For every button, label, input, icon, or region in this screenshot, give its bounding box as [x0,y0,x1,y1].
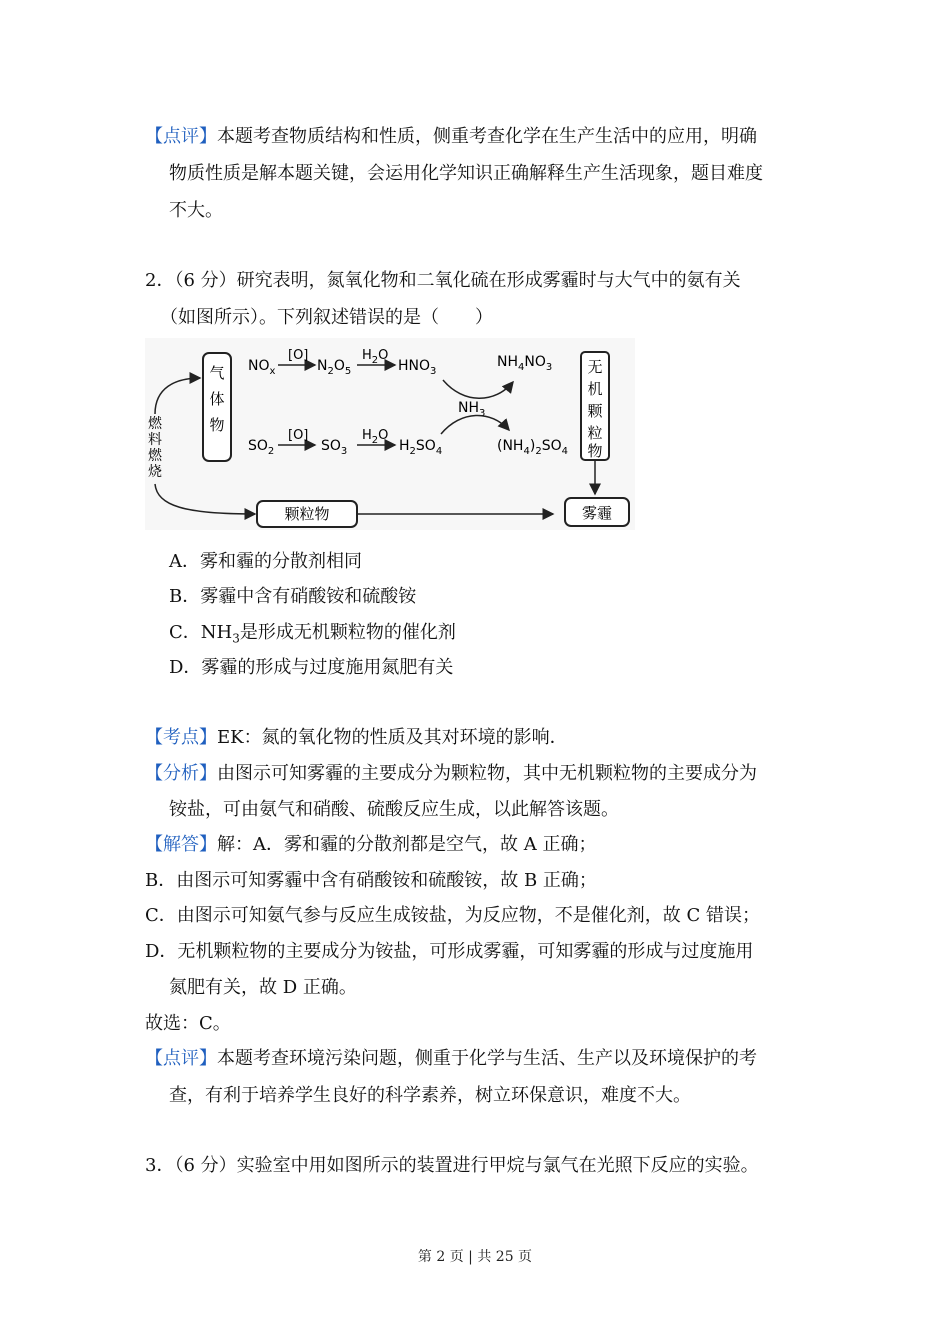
jieda-tag: 解答 [163,834,199,855]
fuel-label-3: 燃 [148,448,162,464]
jieda-line-1: 【解答】解：A．雾和霾的分散剂都是空气，故 A 正确； [145,834,597,855]
answer-line: 故选：C。 [145,1013,231,1034]
option-d: D．雾霾的形成与过度施用氮肥有关 [169,657,454,678]
row2-oxidant: [O] [288,428,309,443]
kaodian-tag: 考点 [163,727,199,748]
review-2-tag: 点评 [163,1048,199,1069]
so2-label: $SO_2$ [248,438,275,457]
gas-box-label-1: 气 [209,364,225,382]
review-1-line-3: 不大。 [169,200,223,221]
inorganic-label-3: 颗 [587,402,603,420]
fenxi-line-1: 【分析】由图示可知雾霾的主要成分为颗粒物，其中无机颗粒物的主要成分为 [145,763,757,784]
fenxi-line-2: 铵盐，可由氨气和硝酸、硫酸反应生成，以此解答该题。 [169,799,619,820]
option-a: A．雾和霾的分散剂相同 [169,551,362,572]
n2o5-label: $N_2O_5$ [317,358,352,377]
review-1-line-1: 【点评】本题考查物质结构和性质，侧重考查化学在生产生活中的应用，明确 [145,126,757,147]
question-2-stem: 2．（6 分）研究表明，氮氧化物和二氧化硫在形成雾霾时与大气中的氨有关 [145,270,741,291]
inorganic-label-5: 物 [587,442,603,460]
review-2-line-2: 查，有利于培养学生良好的科学素养，树立环保意识，难度不大。 [169,1085,691,1106]
nh4-2so4-label: $(NH_4)_2SO_4$ [497,438,568,457]
inorganic-label-2: 机 [587,380,603,398]
gas-box-label-3: 物 [209,416,225,434]
so3-label: $SO_3$ [321,438,348,457]
review-1-line-2: 物质性质是解本题关键，会运用化学知识正确解释生产生活现象，题目难度 [169,163,763,184]
nox-label: $NO_x$ [248,358,276,377]
fenxi-tag: 分析 [163,763,199,784]
inorganic-label-1: 无 [587,358,603,376]
option-b: B．雾霾中含有硝酸铵和硫酸铵 [169,586,417,607]
jieda-line-c: C．由图示可知氨气参与反应生成铵盐，为反应物，不是催化剂，故 C 错误； [145,905,760,926]
gas-box-label-2: 体 [209,390,225,408]
fuel-label-1: 燃 [148,416,162,432]
review-2-line-1: 【点评】本题考查环境污染问题，侧重于化学与生活、生产以及环境保护的考 [145,1048,757,1069]
haze-label: 雾霾 [581,504,613,522]
particles-label: 颗粒物 [284,505,330,523]
kaodian-line: 【考点】EK：氮的氧化物的性质及其对环境的影响． [145,727,568,748]
page-footer: 第 2 页 | 共 25 页 [417,1249,533,1265]
jieda-line-d1: D．无机颗粒物的主要成分为铵盐，可形成雾霾，可知雾霾的形成与过度施用 [145,941,754,962]
row1-oxidant: [O] [288,348,309,363]
hno3-label: $HNO_3$ [398,358,437,377]
row1-water: $H_2O$ [362,348,389,366]
h2so4-label: $H_2SO_4$ [399,438,443,457]
inorganic-label-4: 粒 [587,424,603,442]
nh3-label: $NH_3$ [458,400,486,419]
review-tag: 点评 [163,126,199,147]
jieda-line-b: B．由图示可知雾霾中含有硝酸铵和硫酸铵，故 B 正确； [145,870,597,891]
option-c: C．$NH_3$是形成无机颗粒物的催化剂 [169,622,456,646]
fuel-label-4: 烧 [148,464,162,480]
question-2-stem-line-2: （如图所示）。下列叙述错误的是（ ） [160,307,493,328]
question-3-stem: 3．（6 分）实验室中用如图所示的装置进行甲烷与氯气在光照下反应的实验。 [145,1155,759,1176]
row2-water: $H_2O$ [362,428,389,446]
jieda-line-d2: 氮肥有关，故 D 正确。 [169,977,357,998]
fuel-label-2: 料 [148,432,162,448]
nh4no3-label: $NH_4NO_3$ [497,354,553,373]
haze-formation-diagram [145,338,635,530]
